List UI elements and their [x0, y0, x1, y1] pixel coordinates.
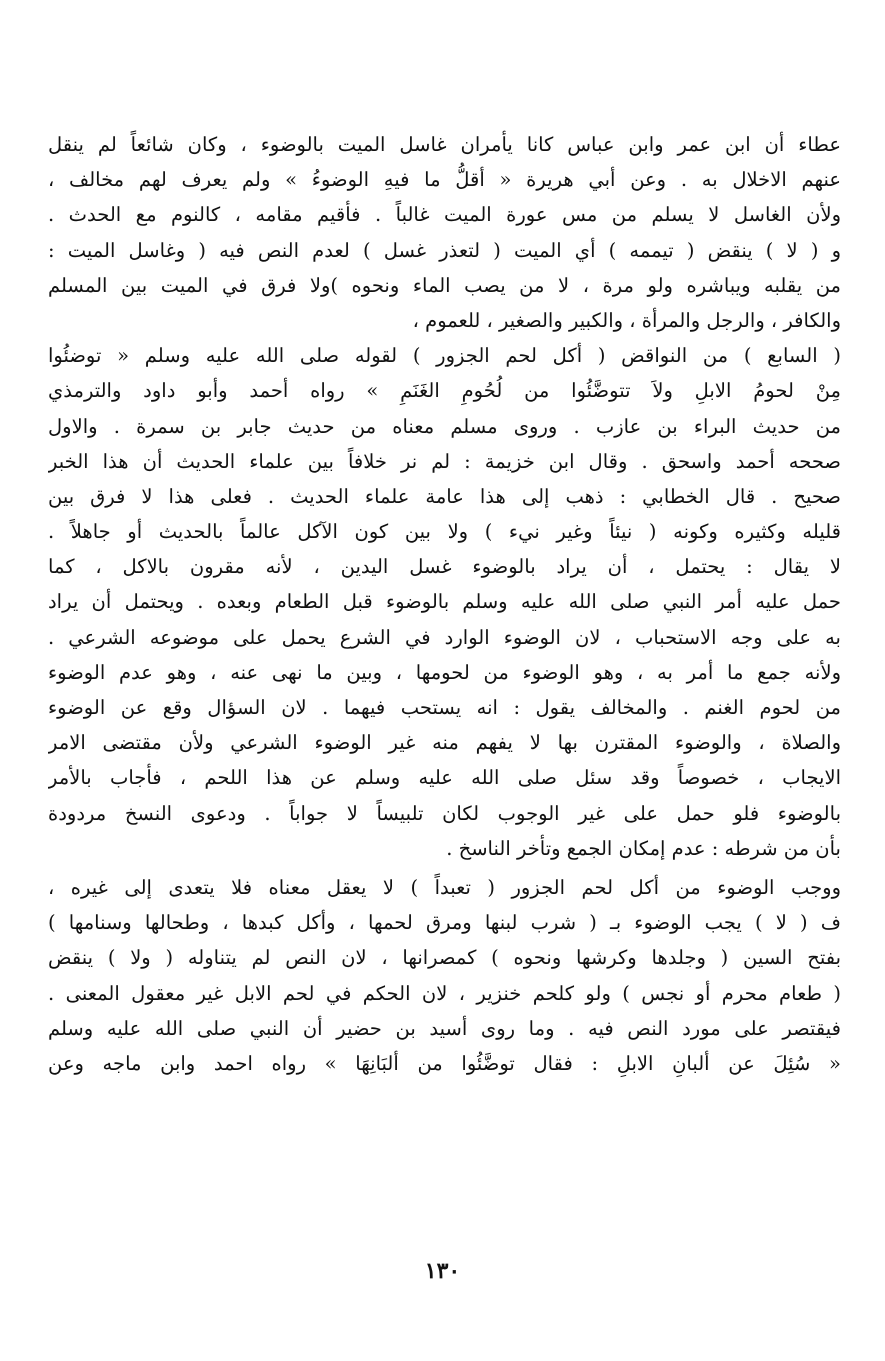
text-line: ( السابع ) من النواقض ( أكل لحم الجزور ) لقوله صلى الله عليه وسلم « توضئُوا — [48, 344, 841, 368]
text-line: ووجب الوضوء من أكل لحم الجزور ( تعبداً ) لا يعقل معناه فلا يتعدى إلى غيره ، — [48, 875, 841, 899]
text-line: والكافر ، والرجل والمرأة ، والكبير والصغير ، للعموم ، — [412, 308, 841, 332]
text-line: من لحوم الغنم . والمخالف يقول : انه يستحب فيهما . لان السؤال وقع عن الوضوء — [48, 696, 841, 719]
text-line: بفتح السين ( وجلدها وكرشها ونحوه ) كمصرانها ، لان النص لم يتناوله ( ولا ) ينقض — [48, 946, 841, 970]
text-line: به على وجه الاستحباب ، لان الوضوء الوارد في الشرع يحمل على موضوعه الشرعي . — [48, 625, 841, 649]
text-line: عطاء أن ابن عمر وابن عباس كانا يأمران غاسل الميت بالوضوء ، وكان شائعاً لم ينقل — [48, 133, 841, 156]
text-line: من يقلبه ويباشره ولو مرة ، لا من يصب الماء ونحوه )ولا فرق في الميت بين المسلم — [48, 273, 841, 297]
text-line: ولأن الغاسل لا يسلم من مس عورة الميت غالباً . فأقيم مقامه ، كالنوم مع الحدث . — [48, 203, 841, 227]
text-line: حمل عليه أمر النبي صلى الله عليه وسلم بالوضوء قبل الطعام وبعده . ويحتمل أن يراد — [48, 590, 841, 614]
text-line: فيقتصر على مورد النص فيه . وما روى أسيد بن حضير أن النبي صلى الله عليه وسلم — [48, 1016, 841, 1040]
text-line: بالوضوء فلو حمل على غير الوجوب لكان تلبيساً لا جواباً . ودعوى النسخ مردودة — [48, 801, 841, 825]
body-text — [48, 127, 841, 1081]
text-line: و ( لا ) ينقض ( تيممه ) أي الميت ( لتعذر غسل ) لعدم النص فيه ( وغاسل الميت : — [48, 238, 841, 262]
text-line: والصلاة ، والوضوء المقترن بها لا يفهم منه غير الوضوء الشرعي ولأن مقتضى الامر — [48, 731, 841, 755]
text-line: « سُئِلَ عن ألبانِ الابلِ : فقال توضَّئُوا من ألبَانِهَا » رواه احمد وابن ماجه وعن — [48, 1051, 841, 1075]
text-line: عنهم الاخلال به . وعن أبي هريرة « أقلُّ ما فيهِ الوضوءُ » ولم يعرف لهم مخالف ، — [48, 168, 841, 192]
text-line: ( طعام محرم أو نجس ) ولو كلحم خنزير ، لان الحكم في لحم الابل غير معقول المعنى . — [48, 981, 841, 1005]
text-line: قليله وكثيره وكونه ( نيئاً وغير نيء ) ولا بين كون الآكل عالماً بالحديث أو جاهلاً . — [48, 520, 841, 544]
text-line: بأن من شرطه : عدم إمكان الجمع وتأخر الناسخ . — [446, 836, 841, 860]
text-line: لا يقال : يحتمل ، أن يراد بالوضوء غسل اليدين ، لأنه مقرون بالاكل ، كما — [48, 555, 841, 579]
page-number: ١٣٠ — [424, 1258, 461, 1284]
text-line: صححه أحمد واسحق . وقال ابن خزيمة : لم نر خلافاً بين علماء الحديث أن هذا الخبر — [48, 449, 841, 473]
text-line: الايجاب ، خصوصاً وقد سئل صلى الله عليه وسلم عن هذا اللحم ، فأجاب بالأمر — [48, 766, 841, 790]
text-line: مِنْ لحومُ الابلِ ولاَ تتوضَّئُوا من لُحُومِ الغَنَمِ » رواه أحمد وأبو داود والترمذي — [48, 379, 841, 403]
text-line: ولأنه جمع ما أمر به ، وهو الوضوء من لحومها ، وبين ما نهى عنه ، وهو عدم الوضوء — [48, 660, 841, 684]
text-line: من حديث البراء بن عازب . وروى مسلم معناه من حديث جابر بن سمرة . والاول — [48, 414, 841, 438]
text-line: صحيح . قال الخطابي : ذهب إلى هذا عامة علماء الحديث . فعلى هذا لا فرق بين — [48, 484, 841, 508]
text-line: ف ( لا ) يجب الوضوء بـ ( شرب لبنها ومرق لحمها ، وأكل كبدها ، وطحالها وسنامها ) — [48, 911, 841, 935]
